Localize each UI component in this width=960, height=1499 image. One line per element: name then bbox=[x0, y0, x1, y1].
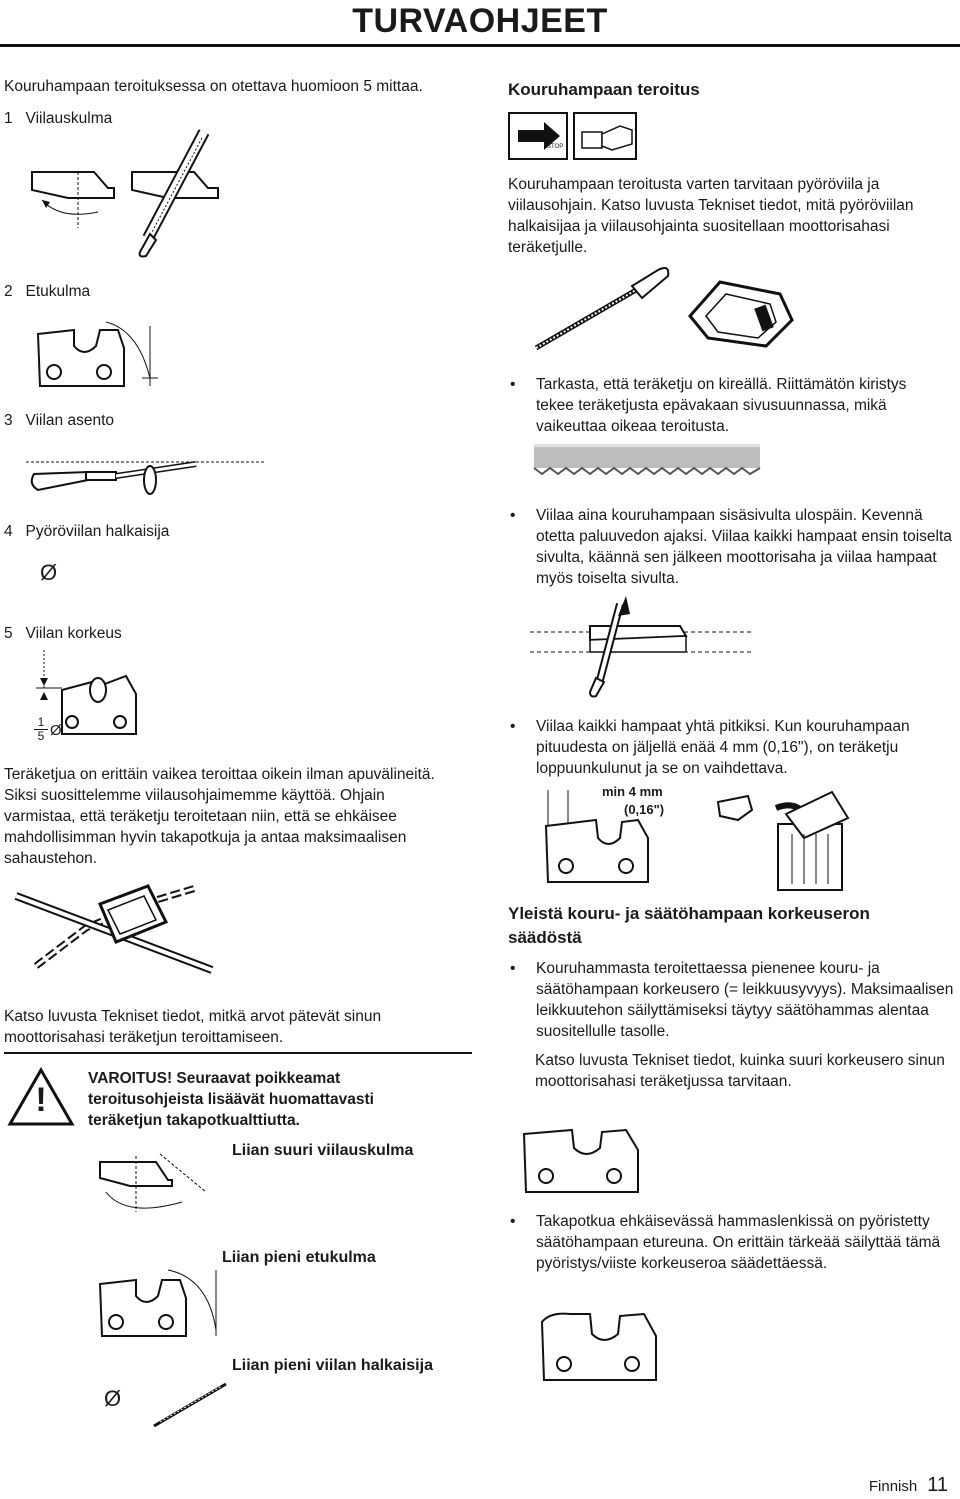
footer-language: Finnish bbox=[868, 1478, 918, 1495]
file-position-figure bbox=[26, 444, 276, 500]
min-length-label: min 4 mm bbox=[602, 784, 663, 799]
stop-label: STOP bbox=[547, 144, 564, 150]
deviation-small-file-diameter: Liian pieni viilan halkaisija bbox=[232, 1357, 433, 1374]
filing-angle-figure bbox=[28, 128, 288, 258]
fraction-numerator: 1 bbox=[34, 716, 48, 730]
deviation-large-filing-angle: Liian suuri viilauskulma bbox=[232, 1142, 414, 1159]
saw-chain-figure bbox=[534, 440, 760, 482]
item-filing-angle: 1 Viilauskulma bbox=[4, 110, 113, 127]
top-plate-angle-figure bbox=[34, 318, 164, 392]
heading-sharpening: Kouruhampaan teroitus bbox=[508, 80, 700, 99]
min-length-inch-label: (0,16") bbox=[624, 802, 665, 817]
bullet-filing-direction: • Viilaa aina kouruhampaan sisäsivulta ulospäin. Kevennä otetta paluuvedon ajaksi. Viilaa kaikki hampaat ensin toiselta sivulta, käännä sen jälkeen moottorisaha ja viilaa hampaat myös toiselta sivulta. bbox=[510, 505, 956, 589]
deviation-small-top-plate-angle: Liian pieni etukulma bbox=[222, 1249, 376, 1266]
item-file-diameter: 4 Pyöröviilan halkaisija bbox=[4, 523, 170, 540]
bullet-tension: • Tarkasta, että teräketju on kireällä. Riittämätön kiristys tekee teräketjusta epävakaan sivusuunnassa, mikä vaikeuttaa oikeaa teroitusta. bbox=[510, 374, 946, 437]
depth-gauge-reference-text: Katso luvusta Tekniset tiedot, kuinka suuri korkeusero sinun moottorisahasi teräketjussa tarvitaan. bbox=[535, 1052, 945, 1090]
page-title: TURVAOHJEET bbox=[352, 2, 608, 40]
page-number: 11 bbox=[927, 1474, 948, 1496]
header-rule bbox=[0, 44, 960, 47]
engine-stop-icon bbox=[508, 112, 638, 162]
rounded-depth-gauge-figure bbox=[540, 1300, 680, 1384]
warning-text: VAROITUS! Seuraavat poikkeamat teroitusohjeista lisäävät huomattavasti teräketjun takapotkualttiutta. bbox=[88, 1070, 374, 1129]
item-top-plate-angle: 2 Etukulma bbox=[4, 283, 91, 300]
page-footer bbox=[869, 1474, 948, 1497]
bullet-list-rounded-edge bbox=[510, 1211, 956, 1274]
heading-depth-gauge: Yleistä kouru- ja säätöhampaan korkeuseron säädöstä bbox=[508, 904, 870, 947]
filing-direction-figure bbox=[530, 592, 760, 698]
bullet-list-tension bbox=[510, 374, 946, 437]
bullet-depth-gauge: • Kouruhammasta teroitettaessa pienenee kouru- ja säätöhampaan korkeusero (= leikkuusyvyys). Maksimaalisen leikkuutehon säilyttämiseksi täytyy säätöhammas alentaa suositellulle tasolle. bbox=[510, 958, 956, 1042]
bullet-rounded-edge: • Takapotkua ehkäisevässä hammaslenkissä on pyöristetty säätöhampaan etureuna. On erittäin tärkeää säilyttää tämä pyöristys/viiste korkeuseroa säädettäessä. bbox=[510, 1211, 956, 1274]
filing-guide-figure bbox=[16, 876, 216, 972]
round-file-and-guide-figure bbox=[530, 262, 820, 354]
bullet-list-wear-limit bbox=[510, 716, 956, 779]
small-top-plate-angle-figure bbox=[96, 1264, 226, 1342]
diameter-small-icon: Ø bbox=[50, 722, 62, 739]
technical-data-text: Katso luvusta Tekniset tiedot, mitkä arvot pätevät sinun moottorisahasi teräketjun teroittamiseen. bbox=[4, 1008, 382, 1046]
bullet-wear-limit: • Viilaa kaikki hampaat yhtä pitkiksi. Kun kouruhampaan pituudesta on jäljellä enää 4 mm (0,16"), on teräketju loppuunkulunut ja se on vaihdettava. bbox=[510, 716, 956, 779]
fraction-denominator: 5 bbox=[37, 729, 45, 743]
depth-gauge-figure bbox=[522, 1116, 662, 1196]
large-filing-angle-figure bbox=[96, 1152, 216, 1218]
thin-file-figure bbox=[150, 1380, 230, 1430]
min-length-figure bbox=[542, 786, 872, 892]
item-file-position: 3 Viilan asento bbox=[4, 412, 115, 429]
bullet-list-filing-direction bbox=[510, 505, 956, 589]
diameter-icon: Ø bbox=[40, 560, 58, 585]
item-file-height: 5 Viilan korkeus bbox=[4, 625, 122, 642]
sharpening-intro-text: Kouruhampaan teroitusta varten tarvitaan pyöröviila ja viilausohjain. Katso luvusta Tekniset tiedot, mitä pyöröviilan halkaisijaa ja viilausohjainta suositellaan moottorisahasi teräketjulle. bbox=[508, 176, 914, 256]
bullet-list-depth-gauge bbox=[510, 958, 956, 1042]
sharpening-aid-text: Teräketjua on erittäin vaikea teroittaa oikein ilman apuvälineitä. Siksi suosittelemme viilausohjaimemme käyttöä. Ohjain varmistaa, että teräketju teroitetaan niin, että se ehkäisee mahdollisimman hyvin takapotkuja ja antaa maksimaalisen sahaustehon. bbox=[4, 766, 435, 867]
fraction-one-fifth bbox=[34, 716, 48, 743]
warning-exclamation: ! bbox=[35, 1081, 47, 1119]
intro-text: Kouruhampaan teroituksessa on otettava huomioon 5 mittaa. bbox=[4, 78, 423, 95]
warning-rule bbox=[4, 1052, 472, 1054]
small-diameter-icon: Ø bbox=[104, 1386, 122, 1411]
